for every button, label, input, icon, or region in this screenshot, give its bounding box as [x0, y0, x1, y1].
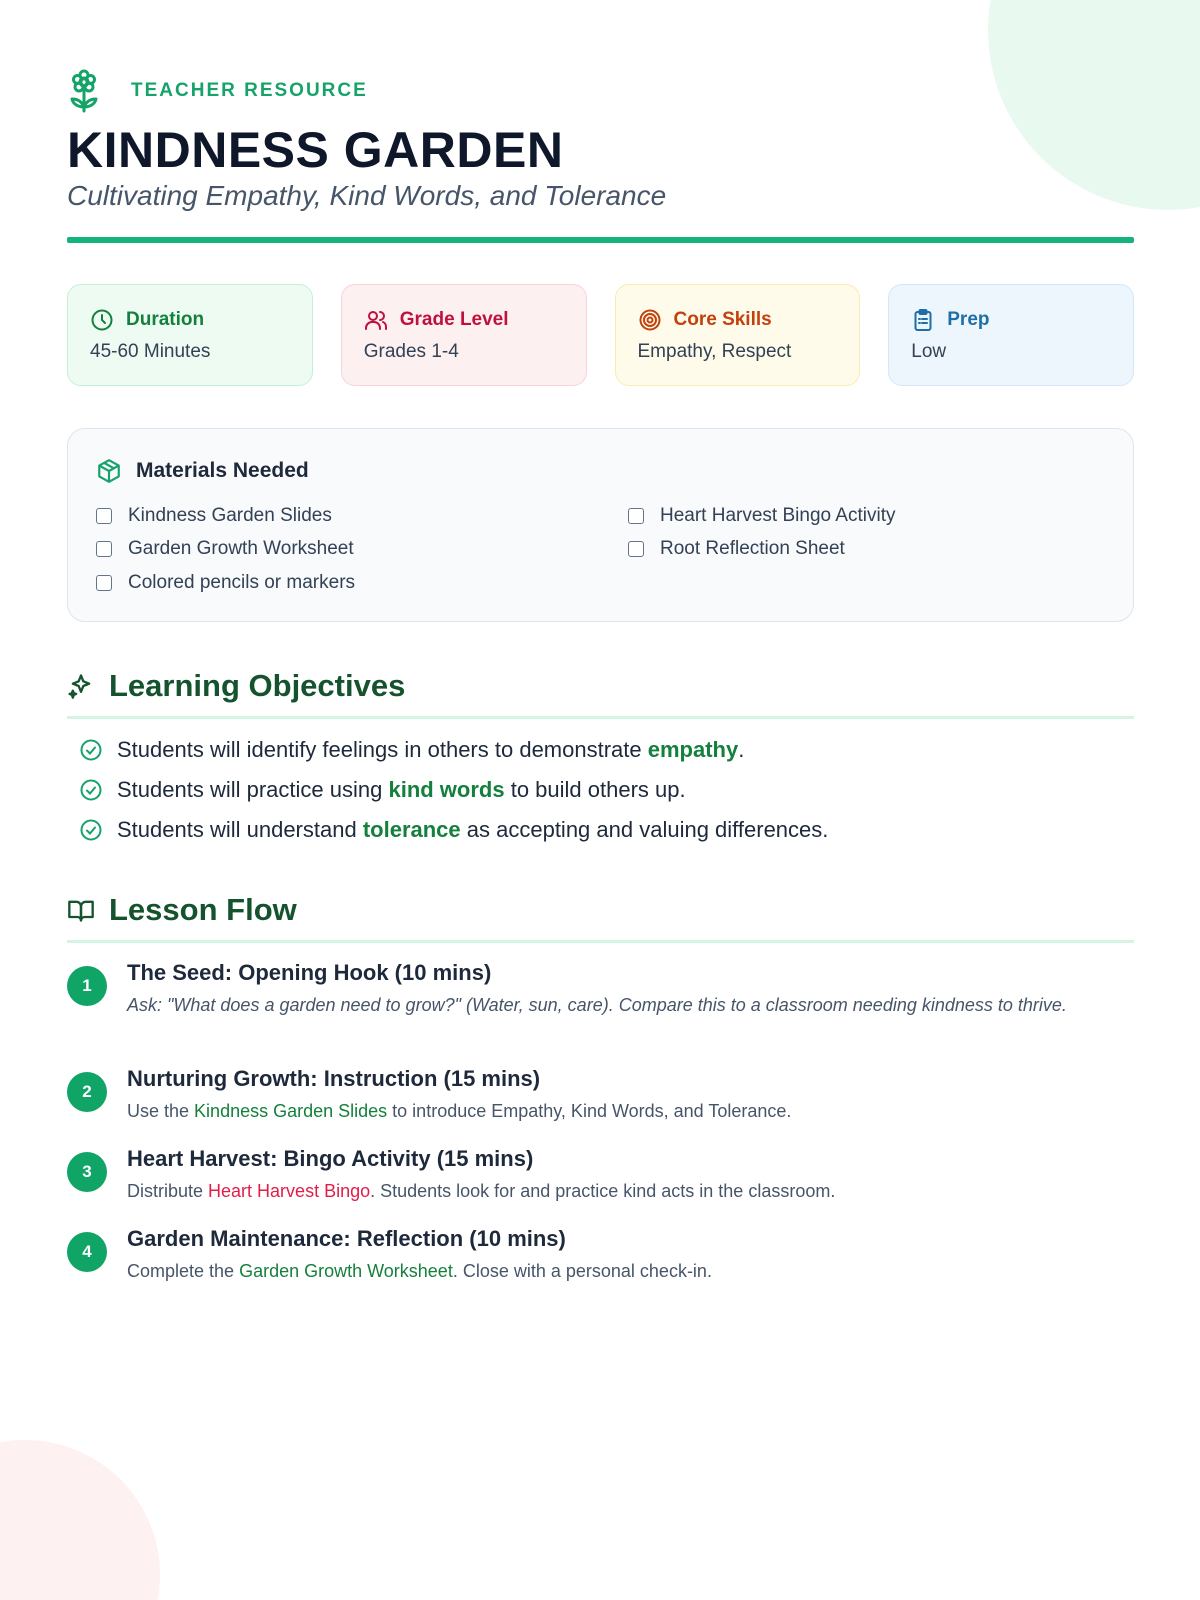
step-number: 3 [67, 1152, 107, 1192]
checkbox[interactable] [628, 508, 644, 524]
material-item[interactable] [628, 499, 895, 533]
objective-text: to build others up. [504, 777, 686, 802]
step-description [127, 1258, 1132, 1285]
material-label: Heart Harvest Bingo Activity [660, 504, 896, 526]
material-label: Garden Growth Worksheet [128, 538, 354, 560]
step-description [127, 1098, 1132, 1125]
core-skills-card [615, 284, 861, 386]
step-text: Use the [127, 1101, 195, 1121]
objectives-list [79, 730, 828, 850]
objective-keyword: empathy [647, 737, 739, 762]
book-open-icon [67, 896, 95, 924]
material-label: Colored pencils or markers [128, 571, 356, 593]
clipboard-icon [911, 308, 935, 332]
resource-link[interactable]: Kindness Garden Slides [194, 1101, 388, 1121]
objective-item [79, 730, 828, 770]
check-circle-icon [79, 778, 103, 802]
target-icon [638, 308, 662, 332]
step-text: to introduce Empathy, Kind Words, and Tolerance. [387, 1101, 792, 1121]
page-title: KINDNESS GARDEN [67, 122, 564, 178]
objective-text: as accepting and valuing differences. [460, 817, 829, 842]
checkbox[interactable] [628, 541, 644, 557]
step-title: Nurturing Growth: Instruction (15 mins) [127, 1066, 541, 1091]
step-text: Distribute [127, 1181, 209, 1201]
card-label: Prep [947, 309, 990, 330]
material-item[interactable] [628, 533, 895, 567]
checkbox[interactable] [96, 508, 112, 524]
materials-panel [67, 428, 1134, 622]
card-value: Grades 1-4 [363, 341, 459, 362]
card-label: Core Skills [673, 309, 772, 330]
material-item[interactable] [96, 566, 355, 600]
objective-item [79, 810, 828, 850]
material-label: Root Reflection Sheet [660, 538, 845, 560]
step-number: 4 [67, 1232, 107, 1272]
grade-level-card [341, 284, 587, 386]
step-text: Complete the [127, 1261, 240, 1281]
checkbox[interactable] [96, 575, 112, 591]
sparkles-icon [67, 672, 95, 700]
step-title: Heart Harvest: Bingo Activity (15 mins) [127, 1146, 534, 1171]
lesson-plan-page [67, 0, 1134, 1600]
objective-item [79, 770, 828, 810]
material-item[interactable] [96, 533, 355, 567]
eyebrow-label: TEACHER RESOURCE [131, 80, 368, 101]
eyebrow [67, 68, 368, 114]
card-value: Low [911, 341, 947, 362]
objective-text: Students will identify feelings in others to demonstrate [117, 737, 648, 762]
material-label: Kindness Garden Slides [128, 504, 332, 526]
card-value: 45-60 Minutes [90, 341, 211, 362]
objective-keyword: kind words [388, 777, 505, 802]
flower-icon [67, 68, 111, 114]
page-subtitle: Cultivating Empathy, Kind Words, and Tolerance [67, 180, 667, 211]
step-number: 2 [67, 1072, 107, 1112]
info-cards [67, 284, 1134, 386]
objectives-heading [67, 666, 405, 706]
checkbox[interactable] [96, 541, 112, 557]
material-item[interactable] [96, 499, 355, 533]
step-title: The Seed: Opening Hook (10 mins) [127, 960, 492, 985]
materials-title: Materials Needed [136, 459, 309, 482]
users-icon [364, 308, 388, 332]
section-divider [67, 716, 1134, 719]
objective-text: . [738, 737, 745, 762]
prep-card [888, 284, 1134, 386]
header-divider [67, 237, 1134, 243]
section-divider [67, 940, 1134, 943]
step-number: 1 [67, 966, 107, 1006]
lesson-flow-heading [67, 890, 297, 930]
step-text: . Students look for and practice kind acts in the classroom. [370, 1181, 836, 1201]
card-label: Grade Level [399, 309, 509, 330]
check-circle-icon [79, 738, 103, 762]
step-description [127, 1178, 1132, 1205]
package-icon [96, 458, 122, 484]
objective-text: Students will understand [117, 817, 363, 842]
step-title: Garden Maintenance: Reflection (10 mins) [127, 1226, 566, 1251]
card-value: Empathy, Respect [637, 341, 792, 362]
objective-keyword: tolerance [362, 817, 461, 842]
card-label: Duration [126, 309, 205, 330]
step-text: . Close with a personal check-in. [452, 1261, 712, 1281]
check-circle-icon [79, 818, 103, 842]
resource-link[interactable]: Garden Growth Worksheet [239, 1261, 453, 1281]
duration-card [67, 284, 313, 386]
section-title: Learning Objectives [109, 668, 406, 703]
section-title: Lesson Flow [109, 892, 297, 927]
step-description: Ask: "What does a garden need to grow?" (Water, sun, care). Compare this to a classroom needing kindness to thrive. [127, 995, 1067, 1015]
objective-text: Students will practice using [117, 777, 389, 802]
clock-icon [90, 308, 114, 332]
resource-link[interactable]: Heart Harvest Bingo [208, 1181, 371, 1201]
